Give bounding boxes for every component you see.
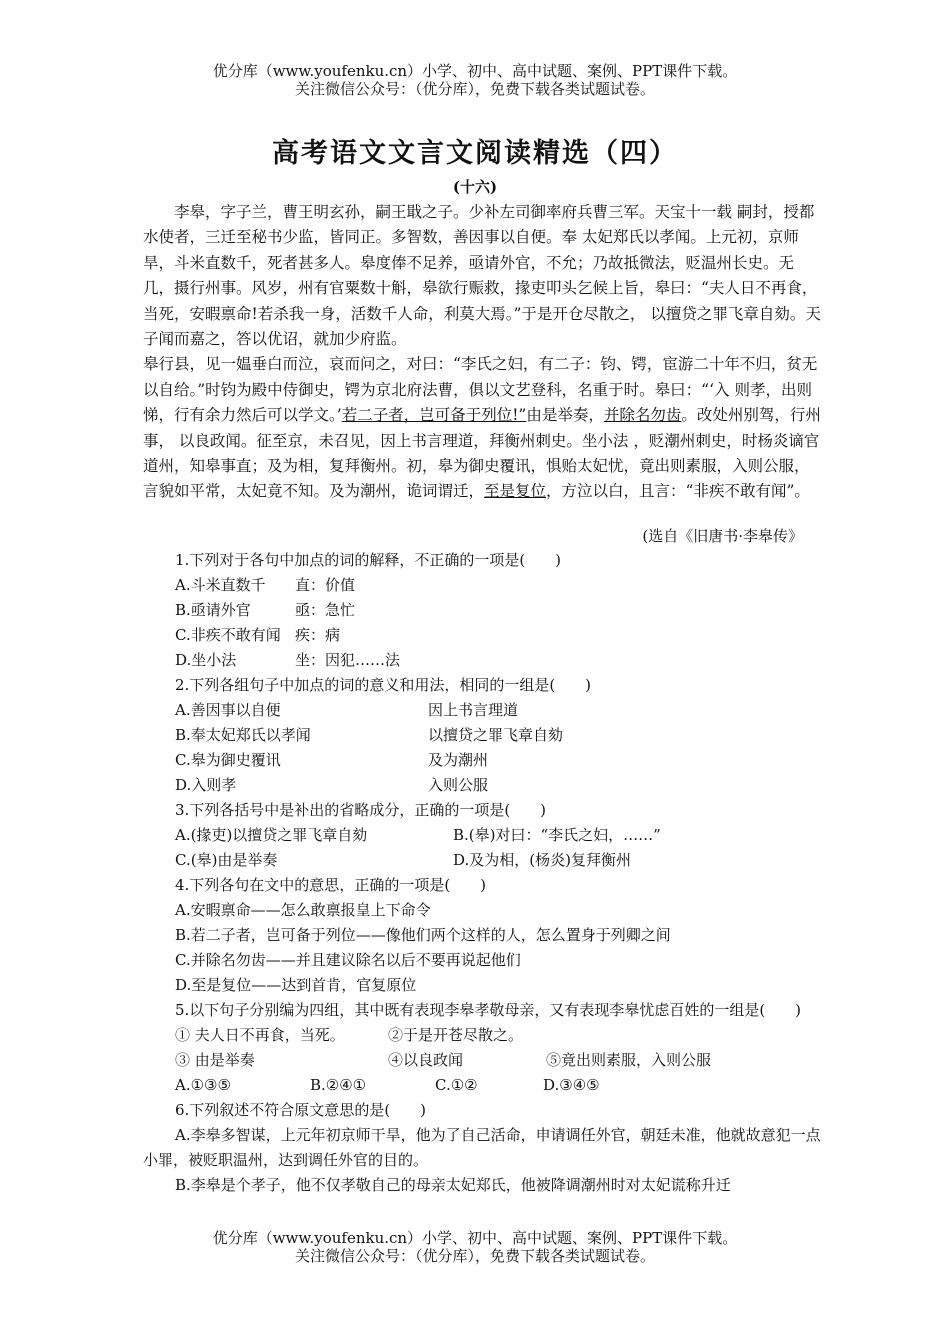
q6-option: B.李皋是个孝子，他不仅孝敬自己的母亲太妃郑氏，他被降调潮州时对太妃谎称升迁 [175,1176,731,1194]
q2-option-right: 因上书言理道 [428,701,519,719]
q6-option: A.李皋多智谋，上元年初京师干旱，他为了自己活命，申请调任外官，朝廷未准，他就故意犯一点小罪，被贬职温州，达到调任外官的目的。 [143,1126,821,1169]
header-line-2: 关注微信公众号：（优分库），免费下载各类试题试卷。 [294,80,655,98]
q2-option [143,773,823,798]
q1-option [143,623,823,648]
q4-option: B.若二子者，岂可备于列位——像他们两个这样的人，怎么置身于列卿之间 [175,926,671,944]
q1-option-text: D.坐小法 [175,651,237,669]
q2-option-right: 入则公服 [428,776,489,794]
q5-item: ④以良政闻 [388,1051,464,1069]
q1-option-text: B.亟请外官 [175,601,251,619]
q5-item: ⑤竟出则素服，入则公服 [546,1051,712,1069]
q5-item: ②于是开苍尽散之。 [388,1026,524,1044]
q3-option-a: A.(掾吏)以擅贷之罪飞章自劾 [175,826,368,844]
q3-option-c: C.(皋)由是举奏 [175,851,278,869]
q5-items-row [143,1023,823,1048]
footer-line-2: 关注微信公众号：（优分库），免费下载各类试题试卷。 [294,1247,655,1265]
passage-paragraph-2 [143,352,823,504]
underlined-sentence-1: 若二子者，岂可备于列位!” [341,406,527,425]
q2-option [143,698,823,723]
passage-paragraph-1: 李皋，字子兰，曹王明玄孙，嗣王戢之子。少补左司御率府兵曹三军。天宝十一载 嗣封，授都水使者，三迁至秘书少监，皆同正。多智数，善因事以自便。奉 太妃郑氏以孝闻。上元初，京师旱，斗米直数千，死者甚多人。皋度俸不足养，亟请外官，不允；乃故抵微法，贬温州长史。无几，摄行州事。风岁，州有官粟数十斛，皋欲行赈救，掾吏叩头乞候上旨，皋曰：“夫人日不再食， 当死，安暇禀命!若杀我一身，活数千人命，利莫大焉。”于是开仓尽散之， 以擅贷之罪飞章自劾。天子闻而嘉之，答以优诏，就加少府监。 [143,203,821,349]
passage-text: 。改处州别驾，行州事， 以良政闻。征至京，未召见，因上书言理道，拜衡州刺史。坐小法 ，贬潮州刺史，时杨炎谪官道州，知皋事直；及为相，复拜衡州。初，皋为御史覆讯，惧贻太妃忧，竟出则素服，入则公服，言貌如平常，太妃竟不知。及为潮州，诡词谓迁， [143,406,821,501]
q2-option [143,723,823,748]
q2-option-right: 及为潮州 [428,751,489,769]
q3-stem: 3.下列各括号中是补出的省略成分，正确的一项是( ) [175,801,547,819]
source-citation: (选自《旧唐书·李皋传》 [642,527,803,545]
q1-option-gloss: 疾：病 [295,626,341,644]
q3-option-b: B.(皋)对曰：“李氏之妇，……” [453,826,661,844]
q1-option-text: C.非疾不敢有闻 [175,626,281,644]
header-line-1: 优分库（www.youfenku.cn）小学、初中、高中试题、案例、PPT课件下载。 [212,62,738,80]
q2-stem: 2.下列各组句子中加点的词的意义和用法，相同的一组是( ) [175,676,592,694]
q1-option-text: A.斗米直数千 [175,576,266,594]
q5-option: C.①② [435,1076,478,1094]
underlined-sentence-2: 并除名勿齿 [603,406,682,425]
q4-stem: 4.下列各句在文中的意思，正确的一项是( ) [175,876,487,894]
q4-option: D.至是复位——达到首肯，官复原位 [175,976,417,994]
q2-option-left: C.皋为御史覆讯 [175,751,281,769]
q5-option: B.②④① [310,1076,367,1094]
q1-option [143,648,823,673]
q5-stem-text: 5.以下句子分别编为四组，其中既有表现李皋孝敬母亲，又有表现李皋忧虑百姓的一组是( ) [175,1001,802,1019]
q6-stem: 6.下列叙述不符合原文意思的是( ) [175,1101,427,1119]
q2-option-right: 以擅贷之罪飞章自劾 [428,726,564,744]
q1-option-gloss: 坐：因犯……法 [295,651,401,669]
page-title: 高考语文文言文阅读精选（四） [272,138,678,169]
underlined-sentence-3: 至是复位 [484,482,547,501]
q2-option-left: B.奉太妃郑氏以孝闻 [175,726,311,744]
q1-option [143,573,823,598]
q5-item: ① 夫人日不再食，当死。 [175,1026,345,1044]
passage-text: ，方泣以白，且言：“非疾不敢有闻”。 [546,482,810,501]
q3-option-row [143,823,823,848]
q1-option [143,598,823,623]
q1-option-gloss: 直：价值 [295,576,356,594]
q1-stem: 1.下列对于各句中加点的词的解释，不正确的一项是( ) [175,551,562,569]
q5-option: A.①③⑤ [175,1076,231,1094]
q2-option-left: D.入则孝 [175,776,237,794]
passage-number: (十六) [452,178,498,196]
q2-option [143,748,823,773]
q3-option-row [143,848,823,873]
q2-option-left: A.善因事以自便 [175,701,281,719]
footer-line-1: 优分库（www.youfenku.cn）小学、初中、高中试题、案例、PPT课件下载。 [212,1229,738,1247]
q1-option-gloss: 亟：急忙 [295,601,356,619]
q5-stem [143,998,823,1023]
q4-option: C.并除名勿齿——并且建议除名以后不要再说起他们 [175,951,521,969]
passage-text: 皋行县，见一媪垂白而泣，哀而问之，对曰：“李氏之妇，有二子：钧、锷，宦游二十年不归，贫无 以自给。”时钧为殿中侍御史，锷为京北府法曹，俱以文艺登科，名重于时。皋曰：“‘入 则孝，出则悌，行有余力然后可以学文。’ [143,355,818,425]
q5-options-row [143,1073,823,1098]
q5-item: ③ 由是举奏 [175,1051,255,1069]
q5-option: D.③④⑤ [543,1076,600,1094]
passage-text: 由是举奏， [526,406,604,425]
q3-option-d: D.及为相，(杨炎)复拜衡州 [453,851,631,869]
passage [143,200,823,505]
q4-option: A.安暇禀命——怎么敢禀报皇上下命令 [175,901,431,919]
questions [143,548,823,1198]
q5-items-row [143,1048,823,1073]
